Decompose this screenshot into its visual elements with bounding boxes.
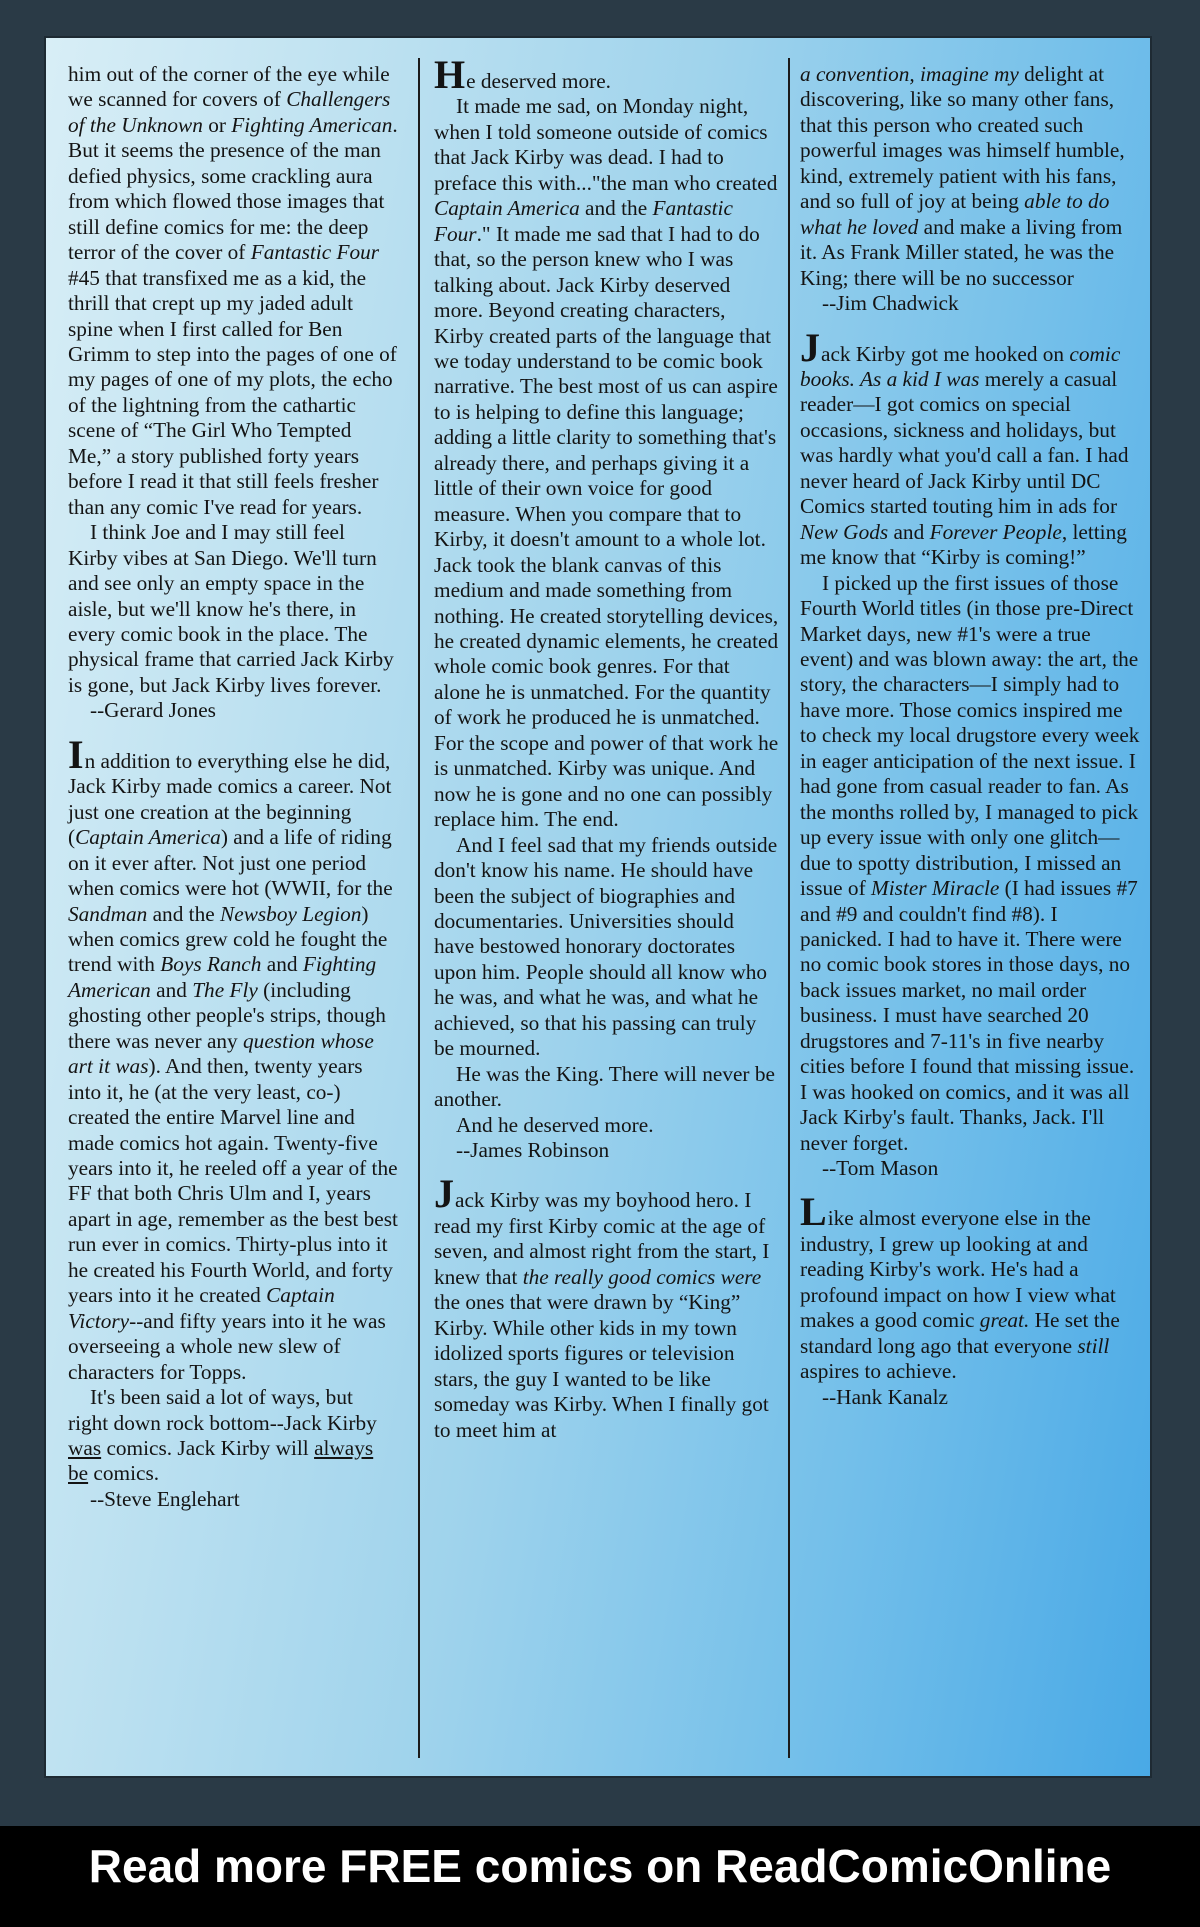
promo-banner: Read more FREE comics on ReadComicOnline (0, 1826, 1200, 1927)
drop-cap: J (800, 324, 820, 370)
column-1 (68, 62, 398, 1530)
paragraph: Jack Kirby got me hooked on comic books. As a kid I was merely a casual reader—I got comics on special occasions, sickness and holidays, but was hardly what you'd call a fan. I had never heard of Jack Kirby until DC Comics started touting him in ads for New Gods and Forever People, letting me know that “Kirby is coming!” (800, 324, 1129, 570)
paragraph: Like almost everyone else in the industry, I grew up looking at and reading Kirby's work. He's had a profound impact on how I view what makes a good comic great. He set the standard long ago that everyone still aspires to achieve. (800, 1189, 1120, 1384)
paragraph: Jack Kirby was my boyhood hero. I read my first Kirby comic at the age of seven, and almost right from the start, I knew that the really good comics were the ones that were drawn by “King” Kirby. While other kids in my town idolized sports figures or television stars, the guy I wanted to be like someday was Kirby. When I finally got to meet him at (434, 1171, 770, 1442)
signature: --Gerard Jones (90, 698, 216, 723)
paragraph: I picked up the first issues of those Fourth World titles (in those pre-Direct Market days, new #1's were a true event) and was blown away: the art, the story, the characters—I simply had to have more. Those comics inspired me to check my local drugstore every week in eager anticipation of the next issue. I had gone from casual reader to fan. As the months rolled by, I managed to pick up every issue with only one glitch—due to spotty distribution, I missed an issue of Mister Miracle (I had issues #7 and #9 and couldn't find #8). I panicked. I had to have it. There were no comic book stores in those days, no back issues market, no mail order business. I must have searched 20 drugstores and 7-11's in five nearby cities before I found that missing issue. I was hooked on comics, and it was all Jack Kirby's fault. Thanks, Jack. I'll never forget. (800, 570, 1140, 1155)
signature: --Steve Englehart (90, 1486, 240, 1511)
paragraph: And he deserved more. (456, 1112, 654, 1137)
drop-cap: H (434, 52, 466, 97)
paragraph: In addition to everything else he did, Jack Kirby made comics a career. Not just one creation at the beginning (Captain America) and a life of riding on it ever after. Not just one period when comics were hot (WWII, for the Sandman and the Newsboy Legion) when comics grew cold he fought the trend with Boys Ranch and Fighting American and The Fly (including ghosting other people's strips, though there was never any question whose art it was). And then, twenty years into it, he (at the very least, co-) created the entire Marvel line and made comics hot again. Twenty-five years into it, he reeled off a year of the FF that both Chris Ulm and I, years apart in age, remember as the best best run ever in comics. Thirty-plus into it he created his Fourth World, and forty years into it he created Captain Victory--and fifty years into it he was overseeing a whole new slew of characters for Topps. (68, 731, 398, 1384)
column-2 (434, 52, 779, 1443)
signature: --Jim Chadwick (822, 291, 959, 316)
drop-cap: I (68, 731, 84, 777)
drop-cap: L (800, 1189, 827, 1235)
signature: --Hank Kanalz (822, 1384, 948, 1409)
column-divider (788, 58, 790, 1758)
paragraph: He was the King. There will never be another. (434, 1061, 775, 1112)
paragraph: him out of the corner of the eye while we scanned for covers of Challengers of the Unknown or Fighting American. But it seems the presence of the man defied physics, some crackling aura from which flowed those images that still define comics for me: the deep terror of the cover of Fantastic Four #45 that transfixed me as a kid, the thrill that crept up my jaded adult spine when I first called for Ben Grimm to step into the pages of one of my pages of one of my plots, the echo of the lightning from the cathartic scene of “The Girl Who Tempted Me,” a story published forty years before I read it that still feels fresher than any comic I've read for years. (68, 62, 398, 519)
text-panel (44, 36, 1152, 1778)
column-divider (418, 58, 420, 1758)
paragraph: a convention, imagine my delight at discovering, like so many other fans, that this person who created such powerful images was himself humble, kind, extremely patient with his fans, and so full of joy at being able to do what he loved and make a living from it. As Frank Miller stated, he was the King; there will be no successor (800, 62, 1125, 290)
column-3 (800, 62, 1140, 1428)
signature: --Tom Mason (822, 1156, 939, 1181)
paragraph: He deserved more. (434, 52, 611, 97)
drop-cap: J (434, 1171, 454, 1217)
paragraph: And I feel sad that my friends outside don't know his name. He should have been the subject of biographies and documentaries. Universities should have bestowed honorary doctorates upon him. People should all know who he was, and what he was, and what he achieved, so that his passing can truly be mourned. (434, 832, 778, 1061)
paragraph: I think Joe and I may still feel Kirby vibes at San Diego. We'll turn and see only an empty space in the aisle, but we'll know he's there, in every comic book in the place. The physical frame that carried Jack Kirby is gone, but Jack Kirby lives forever. (68, 520, 394, 697)
paragraph: It made me sad, on Monday night, when I told someone outside of comics that Jack Kirby was dead. I had to preface this with..."the man who created Captain America and the Fantastic Four." It made me sad that I had to do that, so the person knew who I was talking about. Jack Kirby deserved more. Beyond creating characters, Kirby created parts of the language that we today understand to be comic book narrative. The best most of us can aspire to is helping to define this language; adding a little clarity to something that's already there, and perhaps giving it a little of their own voice for good measure. When you compare that to Kirby, it doesn't amount to a whole lot. Jack took the blank canvas of this medium and made something from nothing. He created storytelling devices, he created dynamic elements, he created whole comic book genres. For that alone he is unmatched. For the quantity of work he produced he is unmatched. For the scope and power of that work he is unmatched. Kirby was unique. And now he is gone and no one can possibly replace him. The end. (434, 94, 779, 832)
paragraph: It's been said a lot of ways, but right down rock bottom--Jack Kirby was comics. Jack Kirby will always be comics. (68, 1385, 377, 1486)
signature: --James Robinson (456, 1138, 610, 1163)
